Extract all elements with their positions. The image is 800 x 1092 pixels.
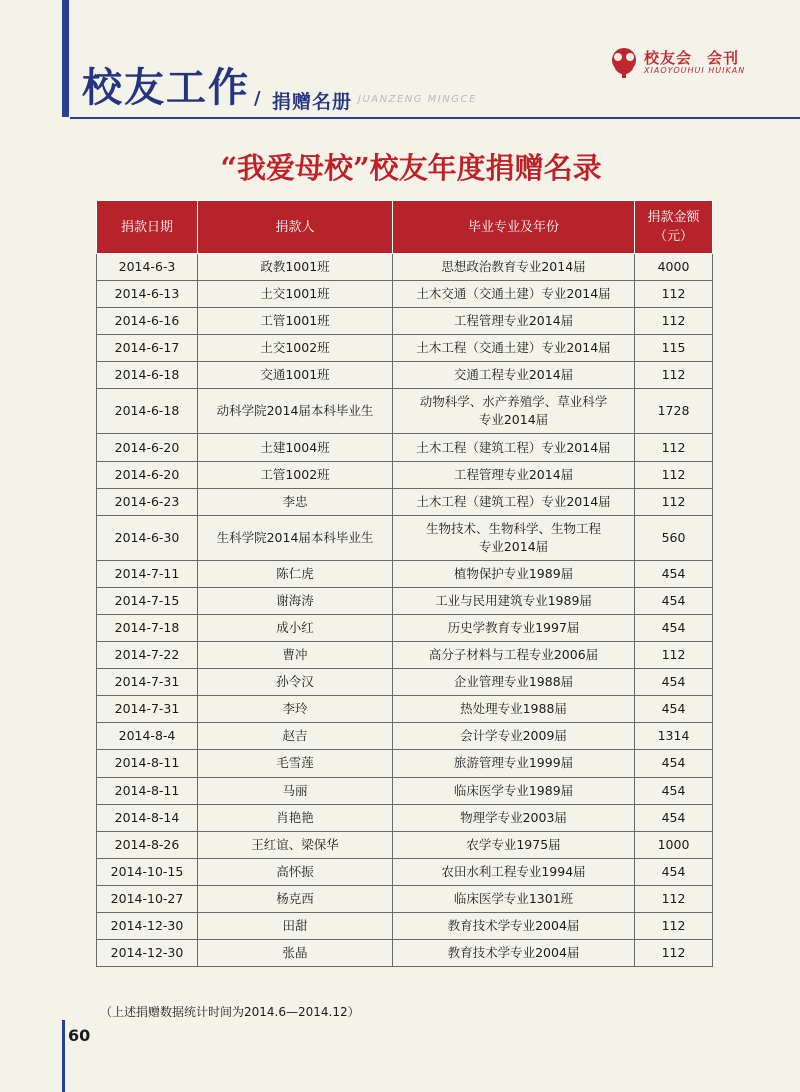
cell-major [393, 885, 635, 912]
cell-major [393, 488, 635, 515]
cell-donor: 孙令汉 [198, 669, 393, 696]
cell-donor: 生科学院2014届本科毕业生 [198, 515, 393, 560]
cell-major-line: 教育技术学专业2004届 [447, 945, 580, 961]
cell-major-line: 农学专业1975届 [466, 836, 561, 852]
table-row [97, 669, 713, 696]
cell-major [393, 723, 635, 750]
cell-major [393, 614, 635, 641]
cell-major [393, 750, 635, 777]
cell-date: 2014-6-30 [97, 515, 198, 560]
cell-date: 2014-6-18 [97, 389, 198, 434]
column-header-amount-unit: （元） [653, 229, 693, 244]
cell-amount: 112 [635, 434, 713, 461]
table-row [97, 940, 713, 967]
cell-major-line: 高分子材料与工程专业2006届 [428, 647, 599, 663]
cell-date: 2014-8-11 [97, 750, 198, 777]
cell-donor: 李玲 [198, 696, 393, 723]
cell-date: 2014-8-26 [97, 831, 198, 858]
cell-major-line: 物理学专业2003届 [460, 809, 567, 825]
column-header-major: 毕业专业及年份 [393, 201, 635, 254]
cell-amount: 112 [635, 488, 713, 515]
column-header-donor: 捐款人 [198, 201, 393, 254]
cell-amount: 454 [635, 614, 713, 641]
cell-donor: 李忠 [198, 488, 393, 515]
cell-donor: 交通1001班 [198, 362, 393, 389]
cell-major-line: 临床医学专业1301班 [453, 890, 574, 906]
cell-date: 2014-8-4 [97, 723, 198, 750]
alumni-logo-icon [608, 46, 640, 80]
cell-major [393, 308, 635, 335]
cell-major-line: 农田水利工程专业1994届 [441, 863, 586, 879]
cell-major-line: 工业与民用建筑专业1989届 [435, 592, 592, 608]
cell-date: 2014-6-3 [97, 254, 198, 281]
cell-major-line: 会计学专业2009届 [460, 728, 567, 744]
cell-major [393, 858, 635, 885]
cell-amount: 112 [635, 912, 713, 939]
table-row [97, 515, 713, 560]
cell-donor: 动科学院2014届本科毕业生 [198, 389, 393, 434]
cell-donor: 谢海涛 [198, 587, 393, 614]
table-row [97, 723, 713, 750]
cell-major [393, 669, 635, 696]
cell-amount: 112 [635, 885, 713, 912]
table-row [97, 912, 713, 939]
cell-major [393, 587, 635, 614]
cell-donor: 陈仁虎 [198, 560, 393, 587]
cell-major [393, 940, 635, 967]
page-number: 60 [68, 1026, 91, 1045]
cell-amount: 112 [635, 642, 713, 669]
table-row [97, 434, 713, 461]
table-row [97, 858, 713, 885]
table-row [97, 587, 713, 614]
cell-date: 2014-6-16 [97, 308, 198, 335]
cell-amount: 112 [635, 461, 713, 488]
cell-major [393, 912, 635, 939]
cell-major-line: 土木工程（建筑工程）专业2014届 [416, 493, 611, 509]
cell-major-line: 临床医学专业1989届 [453, 782, 574, 798]
cell-major-line: 交通工程专业2014届 [453, 367, 574, 383]
cell-donor: 肖艳艳 [198, 804, 393, 831]
cell-major [393, 560, 635, 587]
cell-donor: 田甜 [198, 912, 393, 939]
table-row [97, 335, 713, 362]
cell-donor: 工管1002班 [198, 461, 393, 488]
cell-amount: 112 [635, 281, 713, 308]
table-row [97, 614, 713, 641]
section-title: 校友工作 [82, 65, 250, 111]
column-header-amount [635, 201, 713, 254]
cell-major [393, 362, 635, 389]
table-row [97, 642, 713, 669]
cell-donor: 王红谊、梁保华 [198, 831, 393, 858]
page-title: “我爱母校”校友年度捐赠名录 [220, 151, 602, 185]
cell-date: 2014-6-13 [97, 281, 198, 308]
cell-amount: 454 [635, 560, 713, 587]
cell-major-line: 旅游管理专业1999届 [453, 755, 574, 771]
cell-major [393, 281, 635, 308]
cell-amount: 560 [635, 515, 713, 560]
cell-major [393, 335, 635, 362]
cell-donor: 马丽 [198, 777, 393, 804]
table-row [97, 362, 713, 389]
cell-major-line: 生物技术、生物科学、生物工程 [425, 520, 601, 536]
cell-amount: 112 [635, 308, 713, 335]
table-row [97, 831, 713, 858]
cell-major-line: 土木工程（交通土建）专业2014届 [416, 340, 611, 356]
column-header-amount-label: 捐款金额 [647, 210, 700, 225]
cell-major-line: 思想政治教育专业2014届 [441, 259, 586, 275]
cell-amount: 454 [635, 777, 713, 804]
cell-date: 2014-7-31 [97, 669, 198, 696]
cell-major-line: 企业管理专业1988届 [453, 674, 574, 690]
sub-title: 捐赠名册 [272, 91, 353, 113]
cell-amount: 1314 [635, 723, 713, 750]
header-accent-bar [62, 0, 69, 117]
cell-donor: 毛雪莲 [198, 750, 393, 777]
cell-donor: 张晶 [198, 940, 393, 967]
table-row [97, 254, 713, 281]
cell-major-line: 动物科学、水产养殖学、草业科学 [419, 394, 608, 410]
table-row [97, 281, 713, 308]
cell-major [393, 254, 635, 281]
cell-amount: 454 [635, 696, 713, 723]
cell-date: 2014-6-20 [97, 434, 198, 461]
cell-amount: 454 [635, 669, 713, 696]
cell-amount: 454 [635, 587, 713, 614]
table-row [97, 777, 713, 804]
logo-name: 校友会 [644, 49, 693, 67]
cell-amount: 112 [635, 940, 713, 967]
cell-major-line: 教育技术学专业2004届 [447, 918, 580, 934]
cell-donor: 曹冲 [198, 642, 393, 669]
cell-date: 2014-6-17 [97, 335, 198, 362]
cell-major [393, 777, 635, 804]
cell-major-line: 热处理专业1988届 [460, 701, 567, 717]
cell-date: 2014-10-27 [97, 885, 198, 912]
cell-major-line: 专业2014届 [478, 412, 549, 428]
cell-major-line: 工程管理专业2014届 [453, 313, 574, 329]
table-row [97, 308, 713, 335]
cell-major-line: 土木工程（建筑工程）专业2014届 [416, 439, 611, 455]
cell-major [393, 642, 635, 669]
cell-date: 2014-8-11 [97, 777, 198, 804]
cell-amount: 1728 [635, 389, 713, 434]
cell-amount: 1000 [635, 831, 713, 858]
cell-donor: 土交1002班 [198, 335, 393, 362]
cell-amount: 115 [635, 335, 713, 362]
table-row [97, 461, 713, 488]
cell-major-line: 工程管理专业2014届 [453, 466, 574, 482]
table-row [97, 488, 713, 515]
cell-donor: 赵吉 [198, 723, 393, 750]
column-header-date: 捐款日期 [97, 201, 198, 254]
cell-date: 2014-10-15 [97, 858, 198, 885]
cell-donor: 高怀振 [198, 858, 393, 885]
logo-suffix: 会刊 [707, 49, 740, 67]
cell-date: 2014-12-30 [97, 940, 198, 967]
title-separator: / [254, 88, 261, 109]
cell-major-line: 土木交通（交通土建）专业2014届 [416, 286, 611, 302]
header-rule [70, 117, 800, 119]
cell-major [393, 515, 635, 560]
cell-donor: 杨克西 [198, 885, 393, 912]
cell-amount: 454 [635, 750, 713, 777]
cell-date: 2014-7-15 [97, 587, 198, 614]
logo-pinyin: XIAOYOUHUI HUIKAN [644, 66, 746, 75]
cell-major [393, 696, 635, 723]
cell-amount: 112 [635, 362, 713, 389]
cell-date: 2014-6-18 [97, 362, 198, 389]
cell-major-line: 植物保护专业1989届 [453, 565, 574, 581]
table-row [97, 804, 713, 831]
donation-table [96, 200, 713, 967]
cell-major [393, 831, 635, 858]
cell-major-line: 专业2014届 [478, 538, 549, 554]
cell-donor: 土交1001班 [198, 281, 393, 308]
cell-major [393, 461, 635, 488]
cell-major [393, 804, 635, 831]
cell-major [393, 389, 635, 434]
cell-amount: 4000 [635, 254, 713, 281]
cell-donor: 土建1004班 [198, 434, 393, 461]
cell-date: 2014-8-14 [97, 804, 198, 831]
cell-date: 2014-6-20 [97, 461, 198, 488]
sub-title-pinyin: JUANZENG MINGCE [358, 94, 477, 105]
table-header-row [97, 201, 713, 254]
cell-major [393, 434, 635, 461]
footnote: （上述捐赠数据统计时间为2014.6—2014.12） [100, 1005, 360, 1019]
cell-donor: 工管1001班 [198, 308, 393, 335]
cell-amount: 454 [635, 804, 713, 831]
footer-accent-bar [62, 1020, 65, 1092]
cell-date: 2014-12-30 [97, 912, 198, 939]
cell-date: 2014-7-18 [97, 614, 198, 641]
table-row [97, 560, 713, 587]
cell-major-line: 历史学教育专业1997届 [447, 619, 580, 635]
cell-date: 2014-7-22 [97, 642, 198, 669]
cell-donor: 政教1001班 [198, 254, 393, 281]
table-row [97, 389, 713, 434]
table-row [97, 696, 713, 723]
cell-amount: 454 [635, 858, 713, 885]
cell-date: 2014-6-23 [97, 488, 198, 515]
cell-date: 2014-7-31 [97, 696, 198, 723]
cell-date: 2014-7-11 [97, 560, 198, 587]
table-row [97, 750, 713, 777]
table-row [97, 885, 713, 912]
cell-donor: 成小红 [198, 614, 393, 641]
